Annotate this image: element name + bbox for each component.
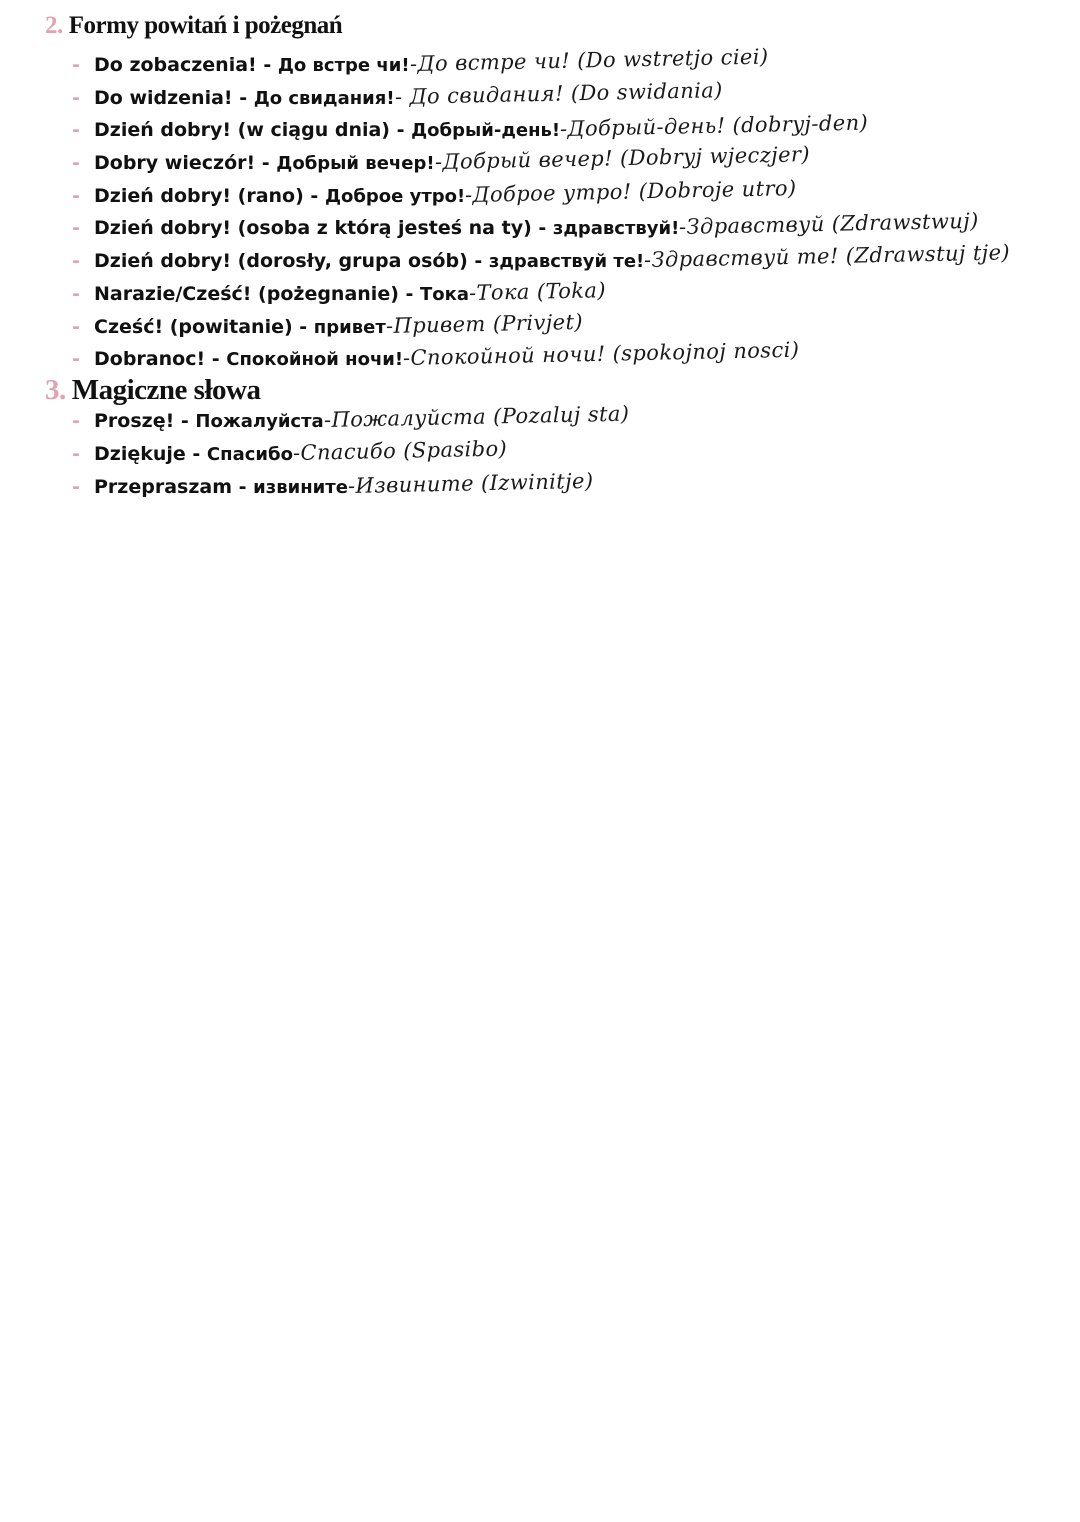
- list-item: [72, 310, 1010, 343]
- list-item: [72, 401, 630, 437]
- russian-phrase: привет: [313, 316, 386, 338]
- polish-phrase: Dziękuje: [94, 443, 186, 465]
- russian-phrase: здравствуй!: [552, 218, 680, 240]
- magic-words-list: [72, 401, 630, 503]
- separator: -: [467, 250, 489, 273]
- list-item: [72, 44, 1010, 81]
- section-title: Magiczne słowa: [71, 374, 261, 406]
- handwritten-note: -Спасибо (Spasibo): [292, 436, 508, 465]
- bullet-dash: -: [72, 348, 80, 371]
- russian-phrase: Добрый вечер!: [276, 153, 435, 175]
- bullet-dash: -: [72, 250, 80, 273]
- separator: -: [292, 315, 314, 338]
- bullet-dash: -: [72, 119, 80, 142]
- list-item: [72, 142, 1010, 179]
- handwritten-note: -Извините (Izwinitje): [347, 468, 594, 498]
- bullet-dash: -: [72, 217, 80, 240]
- list-item: [72, 240, 1011, 277]
- polish-phrase: Do zobaczenia!: [94, 54, 257, 76]
- handwritten-note: -Добрый-день! (dobryj-den): [559, 110, 869, 142]
- bullet-dash: -: [72, 282, 80, 305]
- separator: -: [205, 348, 227, 371]
- greetings-list: [72, 44, 1011, 375]
- russian-phrase: Пожалуйста: [195, 411, 324, 432]
- section-heading-greetings: [45, 12, 342, 40]
- russian-phrase: здравствуй те!: [488, 251, 645, 273]
- polish-phrase: Cześć! (powitanie): [94, 315, 293, 338]
- handwritten-note: -Здравствуй те! (Zdrawstuj tje): [644, 240, 1011, 273]
- polish-phrase: Proszę!: [94, 410, 175, 432]
- bullet-dash: -: [72, 410, 80, 432]
- polish-phrase: Dzień dobry! (dorosły, grupa osób): [94, 250, 468, 273]
- polish-phrase: Dzień dobry! (rano): [94, 184, 304, 207]
- russian-phrase: извините: [253, 477, 348, 498]
- separator: -: [531, 217, 553, 240]
- russian-phrase: Спокойной ночи!: [226, 349, 404, 371]
- separator: -: [303, 184, 325, 207]
- polish-phrase: Dobry wieczór!: [94, 152, 256, 175]
- separator: -: [255, 152, 277, 175]
- bullet-dash: -: [72, 184, 80, 207]
- handwritten-note: -Пожалуйста (Pozaluj sta): [323, 401, 630, 432]
- handwritten-note: -Тока (Toka): [468, 277, 607, 305]
- bullet-dash: -: [72, 152, 80, 175]
- handwritten-note: -Доброе утро! (Dobroje utro): [465, 175, 798, 207]
- handwritten-note: -Привет (Privjet): [385, 309, 583, 338]
- russian-phrase: До свидания!: [253, 87, 395, 109]
- bullet-dash: -: [72, 86, 80, 109]
- polish-phrase: Przepraszam: [94, 476, 233, 498]
- handwritten-note: -Здравствуй (Zdrawstwuj): [679, 209, 980, 240]
- separator: -: [232, 476, 254, 498]
- section-number: 2.: [45, 12, 63, 39]
- list-item: [72, 470, 629, 503]
- separator: -: [390, 119, 412, 142]
- list-item: [72, 277, 1010, 310]
- russian-phrase: Добрый-день!: [411, 120, 561, 142]
- russian-phrase: Доброе утро!: [324, 185, 466, 207]
- polish-phrase: Do widzenia!: [94, 86, 233, 109]
- handwritten-note: -До встре чи! (Do wstretjo ciei): [409, 44, 769, 76]
- bullet-dash: -: [72, 476, 80, 498]
- section-title: Formy powitań i pożegnań: [68, 12, 343, 39]
- list-item: [72, 110, 1010, 146]
- separator: -: [174, 410, 196, 432]
- separator: -: [185, 443, 207, 465]
- handwritten-note: - До свидания! (Do swidania): [394, 77, 723, 109]
- bullet-dash: -: [72, 54, 80, 76]
- list-item: [72, 337, 1010, 375]
- separator: -: [398, 282, 421, 305]
- polish-phrase: Dzień dobry! (w ciągu dnia): [94, 119, 390, 142]
- section-number: 3.: [45, 374, 66, 406]
- separator: -: [232, 86, 254, 109]
- russian-phrase: До встре чи!: [277, 55, 410, 76]
- handwritten-note: -Добрый вечер! (Dobryj wjeczjer): [434, 142, 810, 175]
- bullet-dash: -: [72, 315, 80, 338]
- bullet-dash: -: [72, 443, 80, 465]
- list-item: [72, 77, 1010, 114]
- polish-phrase: Narazie/Cześć! (pożegnanie): [94, 282, 399, 305]
- separator: -: [256, 54, 278, 76]
- handwritten-note: -Спокойной ночи! (spokojnoj nosci): [402, 337, 800, 371]
- polish-phrase: Dobranoc!: [94, 348, 206, 371]
- section-heading-magic-words: [45, 374, 260, 407]
- polish-phrase: Dzień dobry! (osoba z którą jesteś na ty): [94, 217, 532, 240]
- russian-phrase: Тока: [420, 283, 470, 305]
- russian-phrase: Спасибо: [206, 444, 293, 465]
